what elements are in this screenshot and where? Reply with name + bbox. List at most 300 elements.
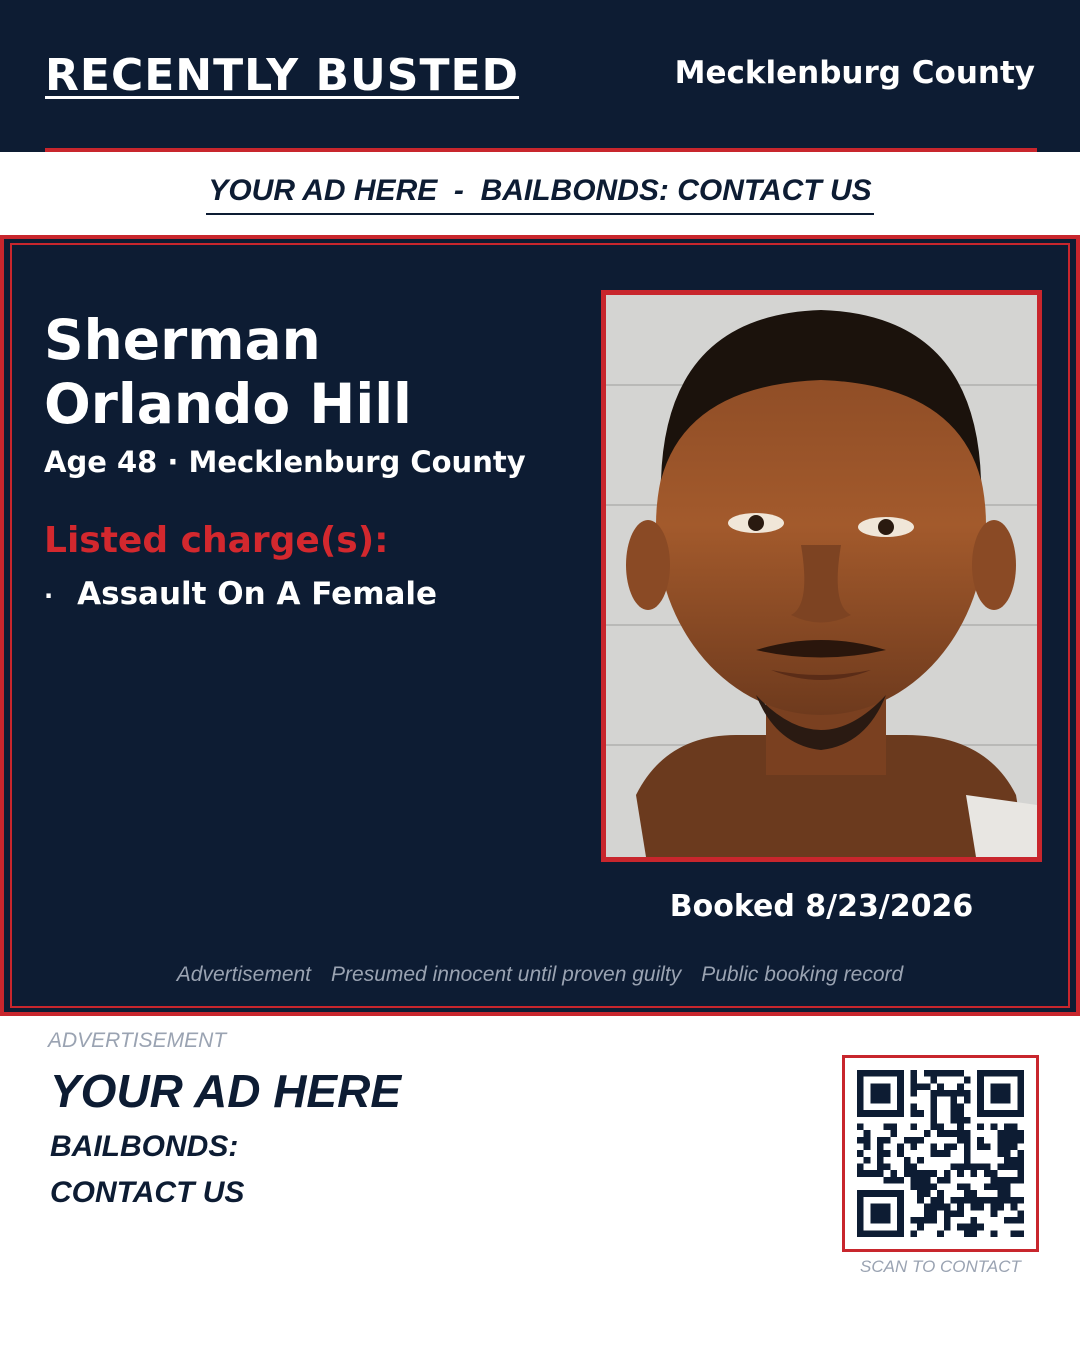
- qr-module: [857, 1204, 864, 1211]
- qr-module: [870, 1230, 877, 1237]
- qr-module: [857, 1190, 864, 1197]
- qr-module: [910, 1184, 917, 1191]
- qr-module: [1017, 1130, 1024, 1137]
- qr-module: [944, 1204, 951, 1211]
- qr-module: [864, 1130, 871, 1137]
- qr-module: [857, 1097, 864, 1104]
- qr-module: [984, 1170, 991, 1177]
- qr-module: [877, 1190, 884, 1197]
- qr-module: [864, 1170, 871, 1177]
- top-ad-link[interactable]: YOUR AD HERE - BAILBONDS: CONTACT US: [206, 174, 873, 215]
- qr-module: [997, 1097, 1004, 1104]
- qr-module: [1004, 1110, 1011, 1117]
- qr-module: [910, 1090, 917, 1097]
- qr-module: [890, 1070, 897, 1077]
- qr-module: [944, 1143, 951, 1150]
- qr-module: [937, 1083, 944, 1090]
- qr-module: [964, 1137, 971, 1144]
- qr-module: [857, 1197, 864, 1204]
- qr-module: [1004, 1157, 1011, 1164]
- ad-label: ADVERTISEMENT: [48, 1029, 227, 1052]
- qr-module: [964, 1190, 971, 1197]
- qr-module: [977, 1090, 984, 1097]
- qr-module: [877, 1230, 884, 1237]
- qr-module: [964, 1117, 971, 1124]
- qr-module: [951, 1097, 958, 1104]
- qr-module: [877, 1150, 884, 1157]
- qr-module: [1017, 1097, 1024, 1104]
- charge-item: [44, 576, 437, 612]
- qr-module: [897, 1143, 904, 1150]
- qr-module: [910, 1230, 917, 1237]
- qr-module: [991, 1204, 998, 1211]
- booked-date: Booked 8/23/2026: [669, 889, 974, 924]
- qr-module: [997, 1090, 1004, 1097]
- qr-module: [930, 1117, 937, 1124]
- qr-module: [897, 1210, 904, 1217]
- qr-module: [997, 1137, 1004, 1144]
- qr-module: [857, 1110, 864, 1117]
- qr-module: [971, 1230, 978, 1237]
- qr-module: [957, 1083, 964, 1090]
- qr-module: [930, 1150, 937, 1157]
- qr-module: [964, 1184, 971, 1191]
- qr-module: [957, 1204, 964, 1211]
- qr-module: [910, 1137, 917, 1144]
- qr-module: [971, 1224, 978, 1231]
- qr-module: [937, 1070, 944, 1077]
- qr-module: [877, 1083, 884, 1090]
- qr-module: [977, 1070, 984, 1077]
- qr-module: [897, 1077, 904, 1084]
- qr-module: [951, 1197, 958, 1204]
- qr-module: [930, 1110, 937, 1117]
- qr-module: [917, 1110, 924, 1117]
- qr-module: [897, 1150, 904, 1157]
- qr-module: [1004, 1090, 1011, 1097]
- qr-module: [1011, 1230, 1018, 1237]
- qr-module: [977, 1103, 984, 1110]
- qr-module: [944, 1210, 951, 1217]
- qr-module: [877, 1164, 884, 1171]
- qr-module: [924, 1184, 931, 1191]
- qr-module: [877, 1157, 884, 1164]
- qr-module: [877, 1210, 884, 1217]
- qr-module: [884, 1204, 891, 1211]
- qr-module: [877, 1070, 884, 1077]
- qr-module: [964, 1224, 971, 1231]
- qr-module: [964, 1130, 971, 1137]
- qr-module: [957, 1117, 964, 1124]
- qr-module: [997, 1164, 1004, 1171]
- qr-module: [870, 1190, 877, 1197]
- qr-module: [897, 1190, 904, 1197]
- qr-module: [1017, 1070, 1024, 1077]
- qr-module: [1004, 1130, 1011, 1137]
- qr-module: [1011, 1157, 1018, 1164]
- qr-module: [944, 1070, 951, 1077]
- disclaimer-row: [0, 963, 1080, 987]
- qr-module: [877, 1137, 884, 1144]
- qr-module: [977, 1077, 984, 1084]
- qr-module: [991, 1184, 998, 1191]
- qr-module: [864, 1157, 871, 1164]
- top-ad-strip[interactable]: [0, 152, 1080, 236]
- ad-title[interactable]: YOUR AD HERE: [50, 1065, 401, 1117]
- qr-module: [1011, 1070, 1018, 1077]
- qr-module: [997, 1143, 1004, 1150]
- qr-module: [870, 1217, 877, 1224]
- qr-module: [997, 1204, 1004, 1211]
- qr-module: [1017, 1197, 1024, 1204]
- qr-module: [951, 1070, 958, 1077]
- qr-module: [857, 1090, 864, 1097]
- qr-module: [864, 1137, 871, 1144]
- qr-module: [904, 1137, 911, 1144]
- qr-module: [897, 1083, 904, 1090]
- qr-module: [984, 1197, 991, 1204]
- qr-module: [877, 1170, 884, 1177]
- qr-module: [951, 1110, 958, 1117]
- qr-module: [884, 1123, 891, 1130]
- qr-module: [930, 1184, 937, 1191]
- qr-module: [977, 1137, 984, 1144]
- qr-module: [1011, 1143, 1018, 1150]
- qr-module: [870, 1090, 877, 1097]
- qr-module: [971, 1204, 978, 1211]
- qr-module: [951, 1130, 958, 1137]
- qr-module: [977, 1204, 984, 1211]
- qr-module: [884, 1083, 891, 1090]
- qr-module: [890, 1170, 897, 1177]
- age-county-line: Age 48 · Mecklenburg County: [44, 445, 526, 479]
- qr-module: [1004, 1217, 1011, 1224]
- qr-module: [857, 1150, 864, 1157]
- qr-module: [957, 1103, 964, 1110]
- qr-module: [870, 1110, 877, 1117]
- qr-module: [1017, 1110, 1024, 1117]
- qr-module: [957, 1070, 964, 1077]
- qr-module: [997, 1197, 1004, 1204]
- qr-module: [924, 1204, 931, 1211]
- qr-module: [924, 1070, 931, 1077]
- qr-module: [857, 1210, 864, 1217]
- qr-module: [917, 1184, 924, 1191]
- qr-module: [937, 1230, 944, 1237]
- qr-module: [984, 1164, 991, 1171]
- qr-module: [1017, 1157, 1024, 1164]
- qr-module: [957, 1164, 964, 1171]
- qr-module: [890, 1110, 897, 1117]
- header-bar: [0, 0, 1080, 152]
- qr-module: [1017, 1150, 1024, 1157]
- qr-module: [1011, 1204, 1018, 1211]
- qr-module: [944, 1170, 951, 1177]
- qr-module: [930, 1097, 937, 1104]
- qr-module: [964, 1143, 971, 1150]
- qr-module: [924, 1217, 931, 1224]
- qr-module: [971, 1190, 978, 1197]
- qr-module: [957, 1197, 964, 1204]
- qr-module: [864, 1190, 871, 1197]
- qr-module: [857, 1170, 864, 1177]
- qr-module: [1011, 1197, 1018, 1204]
- qr-module: [917, 1190, 924, 1197]
- qr-module: [917, 1137, 924, 1144]
- qr-module: [897, 1217, 904, 1224]
- qr-module: [917, 1217, 924, 1224]
- qr-module: [910, 1110, 917, 1117]
- qr-module: [870, 1083, 877, 1090]
- qr-module: [884, 1230, 891, 1237]
- qr-module: [1017, 1083, 1024, 1090]
- qr-module: [937, 1123, 944, 1130]
- qr-module: [1004, 1197, 1011, 1204]
- qr-module: [957, 1110, 964, 1117]
- qr-module: [884, 1190, 891, 1197]
- qr-module: [930, 1170, 937, 1177]
- qr-module: [897, 1110, 904, 1117]
- qr-module: [897, 1224, 904, 1231]
- qr-module: [930, 1103, 937, 1110]
- qr-module: [951, 1164, 958, 1171]
- qr-module: [937, 1150, 944, 1157]
- qr-module: [864, 1143, 871, 1150]
- mugshot-image: [606, 295, 1037, 857]
- qr-module: [944, 1150, 951, 1157]
- qr-module: [991, 1177, 998, 1184]
- qr-module: [971, 1217, 978, 1224]
- qr-module: [937, 1177, 944, 1184]
- qr-module: [910, 1170, 917, 1177]
- qr-module: [951, 1103, 958, 1110]
- qr-module: [997, 1184, 1004, 1191]
- disclaimer-advertisement: Advertisement: [176, 963, 312, 986]
- qr-module: [957, 1123, 964, 1130]
- ad-line-contact[interactable]: CONTACT US: [50, 1176, 245, 1209]
- qr-module: [904, 1157, 911, 1164]
- qr-module: [930, 1217, 937, 1224]
- ad-line-bailbonds[interactable]: BAILBONDS:: [50, 1130, 239, 1163]
- qr-module: [951, 1210, 958, 1217]
- bullet-icon: ·: [44, 582, 54, 610]
- qr-module: [964, 1077, 971, 1084]
- qr-module: [910, 1164, 917, 1171]
- qr-module: [1004, 1164, 1011, 1171]
- qr-module: [1017, 1217, 1024, 1224]
- qr-module: [1017, 1103, 1024, 1110]
- qr-module: [991, 1123, 998, 1130]
- person-name: Sherman Orlando Hill: [44, 308, 412, 436]
- qr-module: [897, 1230, 904, 1237]
- qr-module: [884, 1210, 891, 1217]
- qr-module: [857, 1224, 864, 1231]
- qr-module: [971, 1197, 978, 1204]
- qr-module: [877, 1097, 884, 1104]
- qr-module: [864, 1230, 871, 1237]
- qr-module: [924, 1177, 931, 1184]
- qr-module: [977, 1123, 984, 1130]
- qr-module: [1004, 1083, 1011, 1090]
- qr-module: [1017, 1077, 1024, 1084]
- qr-module: [944, 1177, 951, 1184]
- qr-module: [964, 1157, 971, 1164]
- qr-module: [1004, 1150, 1011, 1157]
- disclaimer-public-record: Public booking record: [701, 963, 904, 986]
- qr-module: [977, 1110, 984, 1117]
- qr-module: [884, 1177, 891, 1184]
- qr-module: [957, 1130, 964, 1137]
- qr-module: [924, 1130, 931, 1137]
- qr-module: [977, 1083, 984, 1090]
- qr-module: [997, 1190, 1004, 1197]
- qr-module: [870, 1210, 877, 1217]
- qr-module: [991, 1197, 998, 1204]
- qr-module: [910, 1217, 917, 1224]
- qr-module: [957, 1210, 964, 1217]
- qr-module: [1004, 1177, 1011, 1184]
- qr-module: [910, 1077, 917, 1084]
- qr-module: [917, 1083, 924, 1090]
- qr-module: [937, 1190, 944, 1197]
- qr-module: [884, 1137, 891, 1144]
- qr-module: [884, 1097, 891, 1104]
- qr-code[interactable]: [842, 1055, 1039, 1252]
- qr-module: [1011, 1123, 1018, 1130]
- qr-module: [984, 1070, 991, 1077]
- qr-module: [1017, 1177, 1024, 1184]
- qr-module: [877, 1204, 884, 1211]
- qr-module: [897, 1103, 904, 1110]
- qr-module: [930, 1090, 937, 1097]
- qr-module: [910, 1143, 917, 1150]
- qr-module: [977, 1197, 984, 1204]
- qr-module: [977, 1143, 984, 1150]
- qr-module: [937, 1090, 944, 1097]
- qr-module: [897, 1204, 904, 1211]
- qr-module: [991, 1090, 998, 1097]
- qr-module: [944, 1224, 951, 1231]
- header-county: Mecklenburg County: [674, 55, 1035, 91]
- qr-module: [910, 1123, 917, 1130]
- qr-module: [1017, 1137, 1024, 1144]
- qr-module: [1017, 1230, 1024, 1237]
- qr-module: [930, 1210, 937, 1217]
- qr-module: [877, 1217, 884, 1224]
- qr-module: [930, 1070, 937, 1077]
- qr-module: [991, 1210, 998, 1217]
- qr-module: [957, 1184, 964, 1191]
- qr-module: [964, 1197, 971, 1204]
- qr-module: [964, 1164, 971, 1171]
- brand-title[interactable]: RECENTLY BUSTED: [45, 50, 520, 101]
- qr-module: [944, 1217, 951, 1224]
- qr-module: [957, 1137, 964, 1144]
- qr-module: [997, 1083, 1004, 1090]
- qr-module: [1004, 1123, 1011, 1130]
- qr-module: [991, 1097, 998, 1104]
- qr-module: [984, 1184, 991, 1191]
- qr-module: [971, 1164, 978, 1171]
- qr-module: [1011, 1130, 1018, 1137]
- qr-module: [884, 1164, 891, 1171]
- qr-module: [977, 1097, 984, 1104]
- qr-module: [1011, 1137, 1018, 1144]
- qr-module: [937, 1130, 944, 1137]
- qr-module: [924, 1190, 931, 1197]
- qr-module: [984, 1143, 991, 1150]
- qr-module: [1017, 1170, 1024, 1177]
- qr-module: [930, 1123, 937, 1130]
- qr-module: [971, 1170, 978, 1177]
- qr-module: [870, 1070, 877, 1077]
- qr-module: [897, 1090, 904, 1097]
- qr-module: [984, 1110, 991, 1117]
- qr-module: [884, 1110, 891, 1117]
- qr-module: [991, 1110, 998, 1117]
- qr-module: [957, 1090, 964, 1097]
- qr-module: [997, 1177, 1004, 1184]
- qr-module: [910, 1070, 917, 1077]
- qr-module: [884, 1090, 891, 1097]
- qr-module: [897, 1097, 904, 1104]
- qr-module: [930, 1077, 937, 1084]
- qr-module: [944, 1090, 951, 1097]
- qr-module: [917, 1197, 924, 1204]
- qr-module: [877, 1143, 884, 1150]
- qr-module: [1011, 1217, 1018, 1224]
- qr-module: [957, 1224, 964, 1231]
- qr-module: [870, 1170, 877, 1177]
- qr-module: [857, 1070, 864, 1077]
- qr-module: [991, 1170, 998, 1177]
- qr-module: [951, 1143, 958, 1150]
- qr-module: [951, 1090, 958, 1097]
- qr-module: [870, 1204, 877, 1211]
- qr-module: [890, 1230, 897, 1237]
- qr-module: [1017, 1164, 1024, 1171]
- qr-module: [944, 1130, 951, 1137]
- qr-module: [1004, 1143, 1011, 1150]
- qr-module: [857, 1077, 864, 1084]
- qr-module: [904, 1170, 911, 1177]
- qr-module: [857, 1123, 864, 1130]
- qr-module: [937, 1197, 944, 1204]
- qr-module: [977, 1164, 984, 1171]
- qr-module: [937, 1204, 944, 1211]
- qr-module: [957, 1170, 964, 1177]
- qr-module: [1004, 1184, 1011, 1191]
- qr-module: [1004, 1070, 1011, 1077]
- qr-module: [964, 1150, 971, 1157]
- qr-module: [991, 1083, 998, 1090]
- qr-module: [897, 1197, 904, 1204]
- qr-module: [857, 1164, 864, 1171]
- qr-module: [997, 1110, 1004, 1117]
- qr-module: [857, 1103, 864, 1110]
- qr-module: [864, 1110, 871, 1117]
- qr-module: [991, 1070, 998, 1077]
- qr-module: [924, 1170, 931, 1177]
- qr-module: [864, 1070, 871, 1077]
- qr-module: [904, 1164, 911, 1171]
- qr-module: [897, 1177, 904, 1184]
- qr-module: [977, 1224, 984, 1231]
- qr-module: [1011, 1110, 1018, 1117]
- qr-module: [930, 1143, 937, 1150]
- qr-module: [1017, 1090, 1024, 1097]
- qr-code-icon: [857, 1070, 1024, 1237]
